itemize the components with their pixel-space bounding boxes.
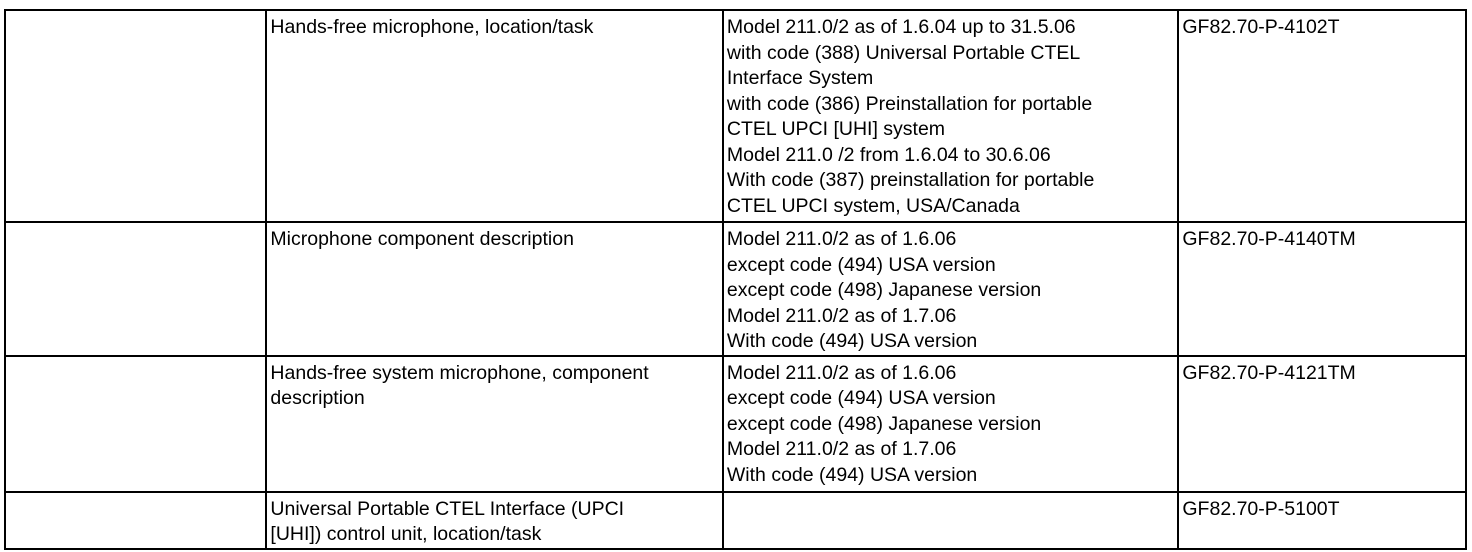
reference-cell — [1178, 492, 1466, 549]
model-line: Model 211.0/2 as of 1.6.04 up to 31.5.06 — [726, 16, 1076, 38]
model-line: With code (494) USA version — [726, 463, 978, 486]
reference-code: GF82.70-P-4140TM — [1182, 228, 1356, 250]
model-line: With code (494) USA version — [726, 330, 978, 352]
title-cell — [266, 492, 722, 549]
model-line: CTEL UPCI [UHI] system — [726, 118, 946, 140]
model-line: Model 211.0/2 as of 1.7.06 — [726, 438, 957, 460]
model-line: CTEL UPCI system, USA/Canada — [726, 194, 1020, 217]
model-line: Model 211.0 /2 from 1.6.04 to 30.6.06 — [726, 143, 1051, 166]
empty-cell — [5, 492, 266, 549]
model-line: Interface System — [726, 67, 874, 89]
title-line: description — [270, 387, 365, 409]
empty-cell — [5, 356, 266, 492]
table-row — [5, 492, 1466, 549]
model-cell — [723, 222, 1178, 356]
title-line: Microphone component description — [270, 228, 574, 250]
model-line: Model 211.0/2 as of 1.6.06 — [726, 228, 957, 250]
model-cell — [723, 492, 1178, 549]
title-line: Hands-free microphone, location/task — [270, 16, 594, 38]
empty-cell — [5, 222, 266, 356]
table-row — [5, 10, 1466, 222]
reference-code: GF82.70-P-5100T — [1182, 497, 1340, 520]
title-line: Universal Portable CTEL Interface (UPCI — [270, 497, 625, 520]
reference-cell — [1178, 10, 1466, 222]
reference-cell — [1178, 222, 1466, 356]
title-cell — [266, 222, 722, 356]
title-line: Hands-free system microphone, component — [270, 361, 649, 384]
table-row — [5, 222, 1466, 356]
model-line: Model 211.0/2 as of 1.7.06 — [726, 304, 957, 327]
model-line: Model 211.0/2 as of 1.6.06 — [726, 361, 957, 384]
reference-code: GF82.70-P-4102T — [1182, 16, 1340, 38]
model-line: with code (388) Universal Portable CTEL — [726, 41, 1081, 64]
model-line: except code (498) Japanese version — [726, 412, 1042, 435]
empty-cell — [5, 10, 266, 222]
model-cell — [723, 356, 1178, 492]
model-line: with code (386) Preinstallation for portable — [726, 92, 1093, 115]
model-line: except code (494) USA version — [726, 387, 996, 409]
model-line: except code (498) Japanese version — [726, 279, 1042, 301]
model-line: except code (494) USA version — [726, 253, 996, 276]
title-cell — [266, 10, 722, 222]
title-cell — [266, 356, 722, 492]
title-line: [UHI]) control unit, location/task — [270, 523, 542, 545]
table-row — [5, 356, 1466, 492]
reference-code: GF82.70-P-4121TM — [1182, 361, 1356, 384]
model-cell — [723, 10, 1178, 222]
reference-cell — [1178, 356, 1466, 492]
model-line: With code (387) preinstallation for portable — [726, 169, 1095, 191]
document-table — [4, 9, 1467, 550]
